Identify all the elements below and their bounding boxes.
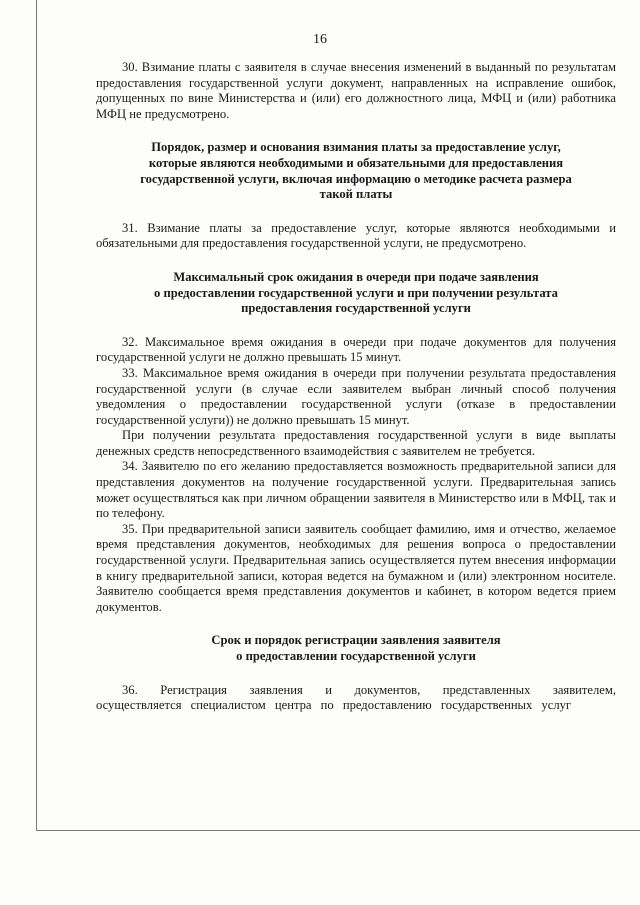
heading-line: Максимальный срок ожидания в очереди при подаче заявления (173, 269, 539, 284)
heading-line: о предоставлении государственной услуги (236, 649, 476, 663)
paragraph-36: 36. Регистрация заявления и документов, представленных заявителем, осуществляется специалистом центра по предоставлению государственных услуг (96, 682, 616, 713)
section-heading-registration (96, 633, 616, 664)
heading-line: такой платы (319, 187, 393, 202)
document-body (96, 60, 616, 714)
paragraph-31: 31. Взимание платы за предоставление услуг, которые являются необходимыми и обязательными для предоставления государственной услуги, не предусмотрено. (96, 220, 616, 251)
paragraph-32: 32. Максимальное время ожидания в очереди при подаче документов для получения государственной услуги не должно превышать 15 минут. (96, 334, 616, 365)
heading-line: о предоставлении государственной услуги и при получении результата (154, 285, 558, 300)
scan-border-bottom (36, 830, 640, 831)
heading-line: государственной услуги, включая информацию о методике расчета размера (140, 171, 572, 186)
heading-line: Срок и порядок регистрации заявления заявителя (211, 633, 501, 648)
paragraph-30: 30. Взимание платы с заявителя в случае внесения изменений в выданный по результатам предоставления государственной услуги документ, направленных на исправление ошибок, допущенных по вине Министерства и (или) его должностного лица, МФЦ и (или) работника МФЦ не предусмотрено. (96, 60, 616, 121)
page-number: 16 (313, 32, 327, 47)
section-heading-queue-time (96, 270, 616, 317)
scan-border-left (36, 0, 37, 830)
heading-line: Порядок, размер и основания взимания платы за предоставление услуг, (151, 140, 561, 155)
paragraph-33: 33. Максимальное время ожидания в очереди при получении результата предоставления государственной услуги (в случае если заявителем выбран личный способ получения уведомления о предоставлении государственной услуги (отказе в предоставлении государственной услуги)) не должно превышать 15 минут. (96, 365, 616, 427)
heading-line: которые являются необходимыми и обязательными для предоставления (148, 155, 564, 170)
paragraph-34: 34. Заявителю по его желанию предоставляется возможность предварительной записи для представления документов на получение государственной услуги. Предварительная запись может осуществляться как при личном обращении заявителя в Министерство или в МФЦ, так и по телефону. (96, 459, 616, 521)
heading-line: предоставления государственной услуги (241, 301, 471, 316)
paragraph-33-continued: При получении результата предоставления государственной услуги в виде выплаты денежных средств непосредственного взаимодействия с заявителем не требуется. (96, 428, 616, 458)
paragraph-35: 35. При предварительной записи заявитель сообщает фамилию, имя и отчество, желаемое время представления документов, необходимых для решения вопроса о предоставлении государственной услуги. Предварительная запись осуществляется путем внесения информации в книгу предварительной записи, которая ведется на бумажном и (или) электронном носителе. Заявителю сообщается время представления документов и кабинет, в котором ведется прием документов. (96, 521, 616, 614)
section-heading-payment-fees (96, 140, 616, 202)
